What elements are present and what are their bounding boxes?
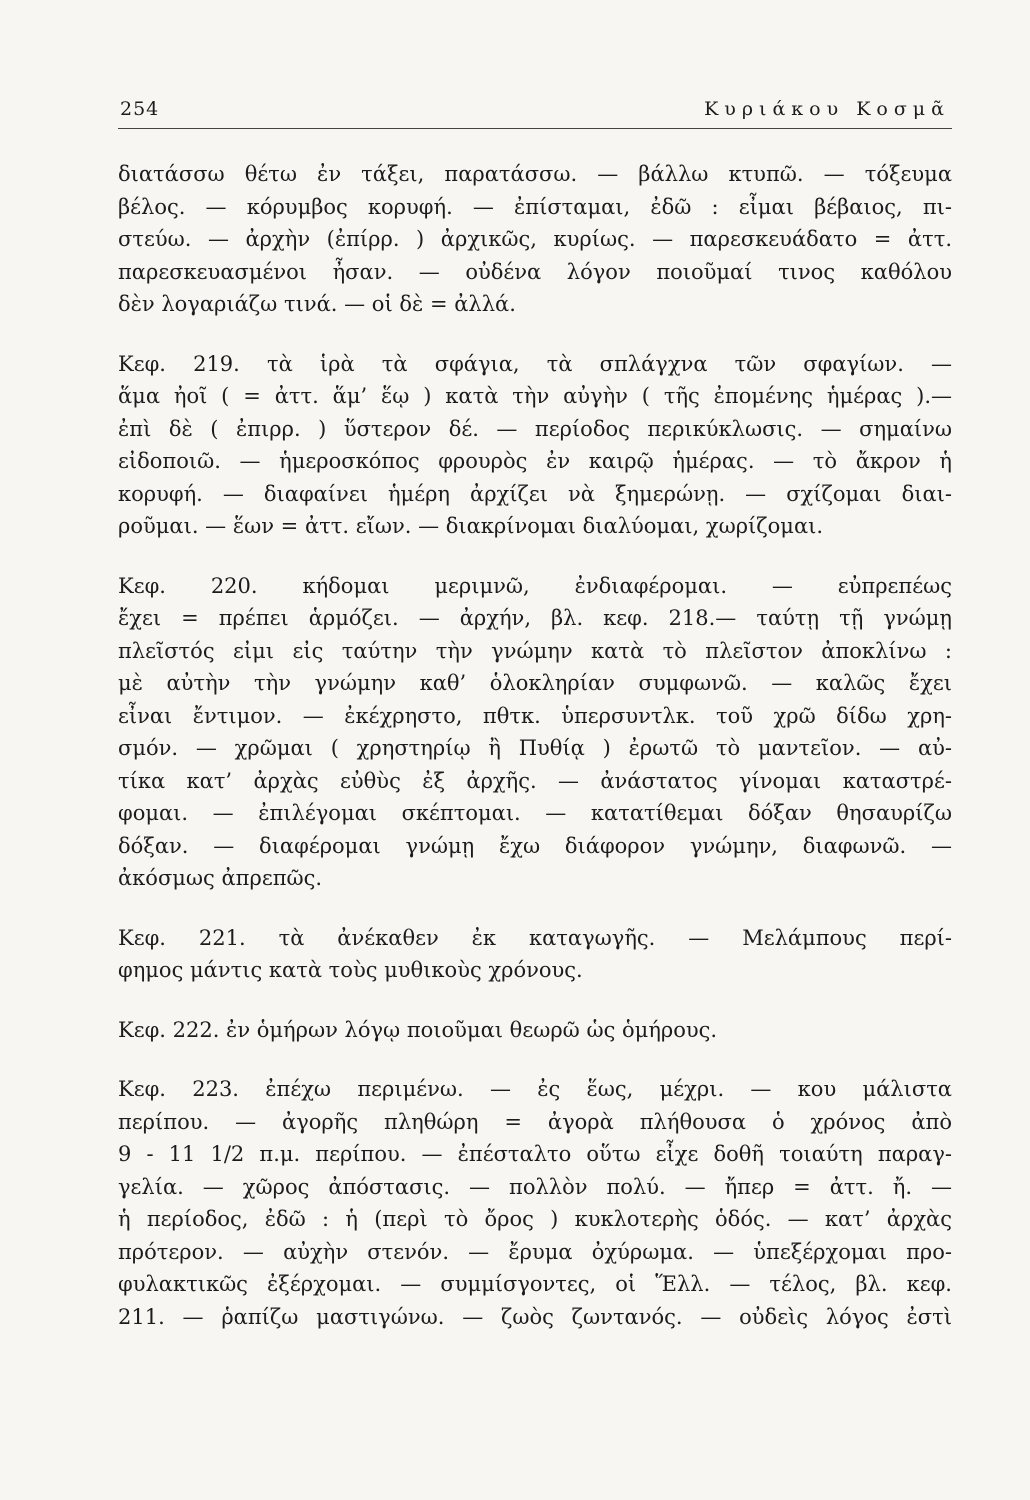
text-line: περίπου. — ἀγορῆς πληθώρη = ἀγορὰ πλήθουσα ὁ χρόνος ἀπὸ xyxy=(118,1109,952,1134)
text-line: εἰδοποιῶ. — ἡμεροσκόπος φρουρὸς ἐν καιρῷ ἡμέρας. — τὸ ἄκρον ἡ xyxy=(118,449,952,473)
text-line: παρεσκευασμένοι ἦσαν. — οὐδένα λόγον ποιοῦμαί τινος καθόλου xyxy=(118,259,952,284)
page-body xyxy=(118,158,952,1333)
text-line: πλεῖστός εἰμι εἰς ταύτην τὴν γνώμην κατὰ τὸ πλεῖστον ἀποκλίνω : xyxy=(118,638,952,663)
text-line: φημος μάντις κατὰ τοὺς μυθικοὺς χρόνους. xyxy=(118,958,583,982)
text-line: Κεφ. 222. ἐν ὁμήρων λόγῳ ποιοῦμαι θεωρῶ ὡς ὁμήρους. xyxy=(118,1017,718,1042)
text-line: εἶναι ἔντιμον. — ἐκέχρηστο, πθτκ. ὑπερσυντλκ. τοῦ χρῶ δίδω χρη- xyxy=(118,703,952,728)
page-header xyxy=(118,94,952,129)
text-line: Κεφ. 219. τὰ ἱρὰ τὰ σφάγια, τὰ σπλάγχνα τῶν σφαγίων. — xyxy=(118,351,952,376)
text-line: ἐπὶ δὲ ( ἐπιρρ. ) ὕστερον δέ. — περίοδος περικύκλωσις. — σημαίνω xyxy=(118,416,952,441)
text-line: ἡ περίοδος, ἐδῶ : ἡ (περὶ τὸ ὄρος ) κυκλοτερὴς ὁδός. — κατ’ ἀρχὰς xyxy=(118,1207,952,1231)
text-line: φομαι. — ἐπιλέγομαι σκέπτομαι. — κατατίθεμαι δόξαν θησαυρίζω xyxy=(118,801,952,825)
text-line: πρότερον. — αὐχὴν στενόν. — ἔρυμα ὀχύρωμα. — ὑπεξέρχομαι προ- xyxy=(118,1239,952,1264)
text-line: δὲν λογαριάζω τινά. — οἱ δὲ = ἀλλά. xyxy=(118,292,516,316)
text-line: μὲ αὐτὴν τὴν γνώμην καθ’ ὁλοκληρίαν συμφωνῶ. — καλῶς ἔχει xyxy=(118,671,952,695)
paragraph xyxy=(118,570,952,895)
paragraph xyxy=(118,1014,952,1047)
book-page xyxy=(118,0,956,1500)
text-line: διατάσσω θέτω ἐν τάξει, παρατάσσω. — βάλλω κτυπῶ. — τόξευμα xyxy=(118,162,952,186)
text-line: δόξαν. — διαφέρομαι γνώμῃ ἔχω διάφορον γνώμην, διαφωνῶ. — xyxy=(118,833,952,858)
text-line: τίκα κατ’ ἀρχὰς εὐθὺς ἐξ ἀρχῆς. — ἀνάστατος γίνομαι καταστρέ- xyxy=(118,768,952,793)
text-line: Κεφ. 221. τὰ ἀνέκαθεν ἐκ καταγωγῆς. — Μελάμπους περί- xyxy=(118,925,952,950)
text-line: γελία. — χῶρος ἀπόστασις. — πολλὸν πολύ. — ἤπερ = ἀττ. ἤ. — xyxy=(118,1174,952,1199)
text-line: στεύω. — ἀρχὴν (ἐπίρρ. ) ἀρχικῶς, κυρίως. — παρεσκευάδατο = ἀττ. xyxy=(118,227,952,251)
text-line: Κεφ. 223. ἐπέχω περιμένω. — ἐς ἕως, μέχρι. — κου μάλιστα xyxy=(118,1077,952,1101)
text-line: ἔχει = πρέπει ἁρμόζει. — ἀρχήν, βλ. κεφ. 218.— ταύτῃ τῇ γνώμῃ xyxy=(118,606,952,630)
text-line: Κεφ. 220. κήδομαι μεριμνῶ, ἐνδιαφέρομαι. — εὐπρεπέως xyxy=(118,573,952,598)
text-line: ἅμα ἠοῖ ( = ἀττ. ἅμ’ ἕῳ ) κατὰ τὴν αὐγὴν ( τῆς ἐπομένης ἡμέρας ).— xyxy=(118,384,952,408)
text-line: σμόν. — χρῶμαι ( χρηστηρίῳ ἢ Πυθίᾳ ) ἐρωτῶ τὸ μαντεῖον. — αὐ- xyxy=(118,736,952,760)
page-number: 254 xyxy=(120,98,160,120)
text-line: ἀκόσμως ἀπρεπῶς. xyxy=(118,866,323,890)
text-line: βέλος. — κόρυμβος κορυφή. — ἐπίσταμαι, ἐδῶ : εἶμαι βέβαιος, πι- xyxy=(118,194,952,219)
text-line: 211. — ῥαπίζω μαστιγώνω. — ζωὸς ζωντανός. — οὐδεὶς λόγος ἐστὶ xyxy=(118,1304,952,1329)
running-title: Κυριάκου Κοσμᾶ xyxy=(704,98,950,120)
paragraph xyxy=(118,348,952,543)
text-line: κορυφή. — διαφαίνει ἡμέρη ἀρχίζει νὰ ξημερώνῃ. — σχίζομαι διαι- xyxy=(118,481,952,506)
text-line: 9 - 11 1/2 π.μ. περίπου. — ἐπέσταλτο οὕτω εἶχε δοθῆ τοιαύτη παραγ- xyxy=(118,1142,952,1166)
text-line: ροῦμαι. — ἕων = ἀττ. εἴων. — διακρίνομαι διαλύομαι, χωρίζομαι. xyxy=(118,514,824,538)
paragraph xyxy=(118,158,952,321)
text-line: φυλακτικῶς ἐξέρχομαι. — συμμίσγοντες, οἱ Ἕλλ. — τέλος, βλ. κεφ. xyxy=(118,1272,952,1296)
paragraph xyxy=(118,922,952,987)
paragraph xyxy=(118,1073,952,1333)
